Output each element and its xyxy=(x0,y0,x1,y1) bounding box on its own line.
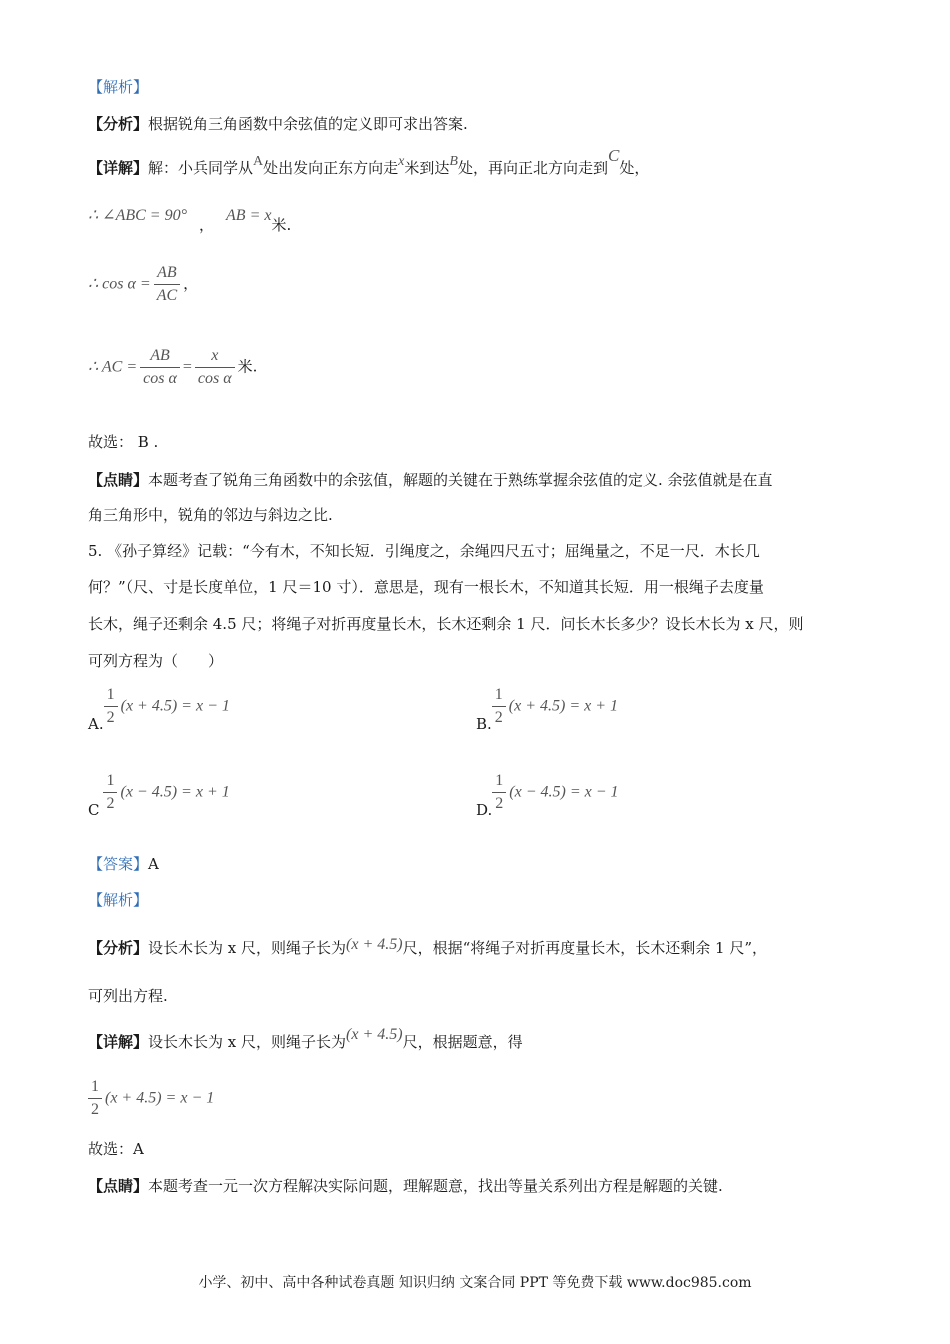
detail-tag: 【详解】 xyxy=(88,1033,149,1051)
analysis-text: 根据锐角三角函数中余弦值的定义即可求出答案. xyxy=(148,115,468,133)
frac-num: AB xyxy=(154,262,180,285)
frac-num: x xyxy=(195,345,235,368)
question-5-line-2: 何？”（尺、寸是长度单位，1 尺＝10 寸）．意思是，现有一根长木，不知道其长短．用一根绳子去度量 xyxy=(88,578,764,596)
frac-num: AB xyxy=(140,345,180,368)
eq-ac-frac1 xyxy=(140,345,180,390)
section-label-jiexi: 【解析】 xyxy=(88,78,149,96)
detail-text-1: 设长木长为 x 尺，则绳子长为 xyxy=(148,1033,347,1051)
remark-line-2: 角三角形中，锐角的邻边与斜边之比. xyxy=(88,506,333,524)
detail-text-4: 处，再向正北方向走到 xyxy=(457,159,608,177)
eq-ab: AB = x xyxy=(226,207,272,224)
frac-den: cos α xyxy=(143,370,177,387)
option-d[interactable] xyxy=(476,770,619,819)
remark-line-1 xyxy=(88,470,773,490)
analysis-tag: 【分析】 xyxy=(88,939,149,957)
detail-text-5: 处， xyxy=(619,159,650,177)
eq-angle: ∴ ∠ABC = 90° xyxy=(88,207,187,224)
analysis-line xyxy=(88,114,468,134)
half-den: 2 xyxy=(494,709,503,726)
option-label: D. xyxy=(476,800,493,819)
eq-ac-line xyxy=(88,345,257,390)
half-num: 1 xyxy=(492,770,506,793)
question-5-line-3: 长木，绳子还剩余 4.5 尺；将绳子对折再度量长木，长木还剩余 1 尺．问长木长多少？设长木长为 x 尺，则 xyxy=(88,615,804,633)
point-b: B xyxy=(449,154,458,169)
eq-equals: = xyxy=(182,358,192,376)
analysis-tag: 【分析】 xyxy=(88,115,149,133)
half-den: 2 xyxy=(495,795,504,812)
frac-den: AC xyxy=(156,287,178,304)
eq-sep: ， xyxy=(199,216,215,234)
analysis-line-3: 可列出方程. xyxy=(88,987,168,1005)
section-label-jiexi-2: 【解析】 xyxy=(88,891,149,909)
remark-text-1: 本题考查了锐角三角函数中的余弦值，解题的关键在于熟练掌握余弦值的定义. 余弦值就是在直 xyxy=(148,471,773,489)
question-5-line-4: 可列方程为（ ） xyxy=(88,652,224,670)
answer-tag: 【答案】 xyxy=(88,855,149,873)
detail-expr: (x + 4.5) xyxy=(346,1026,403,1043)
option-label: A. xyxy=(88,714,104,733)
half-den: 2 xyxy=(106,709,115,726)
detail-line-2 xyxy=(88,1026,523,1053)
eq-cos-line xyxy=(88,262,198,307)
eq-cos-lhs: ∴ cos α = xyxy=(88,275,151,293)
half-num: 1 xyxy=(103,770,117,793)
option-label: B. xyxy=(476,714,492,733)
eq-cos-frac xyxy=(154,262,180,307)
remark-text: 本题考查一元一次方程解决实际问题，理解题意，找出等量关系列出方程是解题的关键. xyxy=(148,1177,723,1195)
point-c: C xyxy=(607,146,620,165)
detail-line xyxy=(88,146,650,180)
option-b[interactable] xyxy=(476,684,619,733)
page-footer: 小学、初中、高中各种试卷真题 知识归纳 文案合同 PPT 等免费下载 www.doc985.com xyxy=(198,1275,752,1291)
analysis-text-2: 尺，根据“将绳子对折再度量长木，长木还剩余 1 尺”， xyxy=(402,939,767,957)
eq-cos-end: ， xyxy=(183,274,199,293)
frac-den: cos α xyxy=(197,370,232,387)
question-5-line-1: 5. 《孙子算经》记载：“今有木，不知长短．引绳度之，余绳四尺五寸；屈绳量之，不足一尺．木长几 xyxy=(88,542,760,560)
eq-unit: 米. xyxy=(271,216,292,234)
eq-ac-lhs: ∴ AC = xyxy=(88,358,138,376)
final-equation xyxy=(88,1076,214,1121)
option-a[interactable] xyxy=(88,684,230,733)
detail-text-2: 处出发向正东方向走 xyxy=(263,159,399,177)
half-num: 1 xyxy=(104,684,118,707)
option-c[interactable] xyxy=(88,770,230,819)
answer-line xyxy=(88,854,159,874)
point-a: A xyxy=(253,154,264,169)
final-expr: (x + 4.5) = x − 1 xyxy=(105,1089,215,1107)
eq-ac-frac2 xyxy=(195,345,235,390)
option-label: C xyxy=(88,800,100,819)
remark-line-3 xyxy=(88,1176,723,1196)
half-den: 2 xyxy=(106,795,115,812)
choice-line: 故选： B . xyxy=(88,433,159,451)
option-expr: (x + 4.5) = x − 1 xyxy=(120,697,230,715)
detail-tag: 【详解】 xyxy=(88,159,149,177)
analysis-line-2 xyxy=(88,938,767,959)
detail-text-1: 解：小兵同学从 xyxy=(148,159,254,177)
analysis-text-1: 设长木长为 x 尺，则绳子长为 xyxy=(148,939,347,957)
half-num: 1 xyxy=(492,684,506,707)
var-x: x xyxy=(398,154,405,169)
choice-line-2: 故选：A xyxy=(88,1140,144,1158)
eq-angle-line xyxy=(88,205,292,234)
half-den: 2 xyxy=(91,1101,99,1118)
half-num: 1 xyxy=(88,1076,102,1099)
option-expr: (x + 4.5) = x + 1 xyxy=(508,697,619,715)
option-expr: (x − 4.5) = x + 1 xyxy=(120,783,230,801)
option-expr: (x − 4.5) = x − 1 xyxy=(509,783,619,801)
detail-text-3: 米到达 xyxy=(404,159,450,177)
detail-text-2: 尺，根据题意，得 xyxy=(402,1033,523,1051)
remark-tag: 【点睛】 xyxy=(88,471,149,489)
remark-tag: 【点睛】 xyxy=(88,1177,149,1195)
analysis-expr: (x + 4.5) xyxy=(346,936,403,953)
answer-value: A xyxy=(148,855,159,873)
eq-ac-unit: 米. xyxy=(237,357,258,376)
